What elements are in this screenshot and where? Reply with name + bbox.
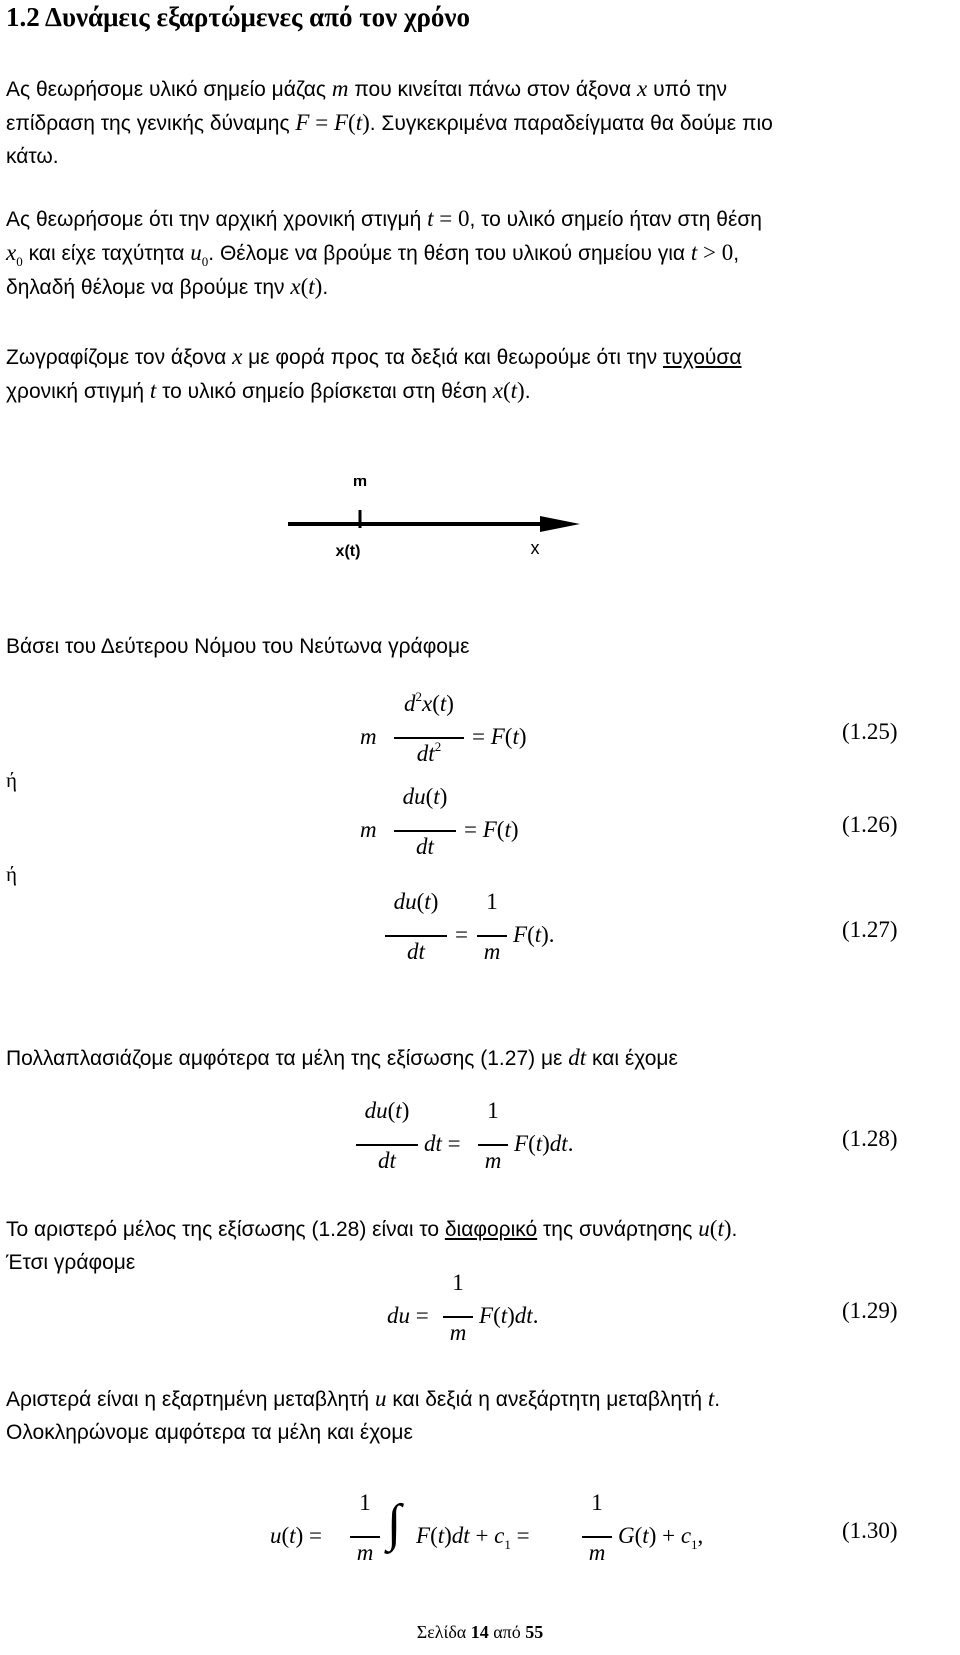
equation-number: (1.26) [842, 812, 898, 837]
paragraph-7-line-2 [6, 1416, 413, 1450]
text: Έτσι γράφομε [6, 1251, 136, 1274]
text: από [493, 1622, 521, 1642]
equation-number: (1.27) [842, 917, 898, 942]
text: και έχομε [592, 1047, 678, 1070]
text: επίδραση της γενικής δύναμης [6, 112, 290, 135]
paragraph-6-line-1: Το αριστερό μέλος της εξίσωσης (1.28) είναι το διαφορικό της συνάρτησης u(t). [6, 1216, 738, 1241]
paragraph-3-line-2: χρονική στιγμή t το υλικό σημείο βρίσκεται στη θέση x(t). [6, 378, 531, 403]
page-footer [0, 1622, 960, 1643]
text: Ζωγραφίζομε τον άξονα [6, 346, 227, 369]
text: , το υλικό σημείο ήταν στη θέση [469, 208, 762, 231]
underlined-term: τυχούσα [663, 346, 742, 369]
paragraph-3-line-1: Ζωγραφίζομε τον άξονα x με φορά προς τα δεξιά και θεωρούμε ότι την τυχούσα [6, 344, 742, 369]
axis-label: x [530, 538, 540, 558]
or-word: ή [6, 768, 17, 792]
axis-arrowhead [540, 516, 580, 532]
text: Βάσει του Δεύτερου Νόμου του Νεύτωνα γράφομε [6, 635, 470, 658]
text: Το αριστερό μέλος της εξίσωσης (1.28) είναι το [6, 1218, 439, 1241]
equation-number: (1.29) [842, 1298, 898, 1323]
equation-number: (1.30) [842, 1518, 898, 1543]
text: χρονική στιγμή [6, 380, 145, 403]
text: Πολλαπλασιάζομε αμφότερα τα μέλη της εξίσωσης (1.27) με [6, 1047, 563, 1070]
paragraph-2-line-3: δηλαδή θέλομε να βρούμε την x(t). [6, 274, 329, 299]
page-number: 14 [470, 1622, 489, 1642]
paragraph-2-line-2: $x_0$ και είχε ταχύτητα $u_0$. Θέλομε να βρούμε τη θέση του υλικού σημείου για t > 0, [6, 240, 740, 269]
paragraph-1-line-1: Ας θεωρήσομε υλικό σημείο μάζας m που κινείται πάνω στον άξονα x υπό την [6, 76, 728, 101]
paragraph-5: Πολλαπλασιάζομε αμφότερα τα μέλη της εξίσωσης (1.27) με dt και έχομε [6, 1045, 678, 1070]
underlined-term: διαφορικό [444, 1218, 538, 1241]
paragraph-7-line-1: Αριστερά είναι η εξαρτημένη μεταβλητή u και δεξιά η ανεξάρτητη μεταβλητή t. [6, 1386, 721, 1411]
paragraph-1-line-2: επίδραση της γενικής δύναμης F = F(t). Συγκεκριμένα παραδείγματα θα δούμε πιο [6, 110, 773, 135]
text: που κινείται πάνω στον άξονα [354, 78, 632, 101]
mass-label: m [352, 478, 368, 490]
text: δηλαδή θέλομε να βρούμε την [6, 276, 285, 299]
equation-number: (1.25) [842, 719, 898, 744]
text: . Θέλομε να βρούμε τη θέση του υλικού σημείου για [208, 242, 686, 265]
page-total: 55 [525, 1622, 544, 1642]
paragraph-1-line-3 [6, 140, 59, 174]
paragraph-6-line-2 [6, 1246, 135, 1280]
text: Ολοκληρώνομε αμφότερα τα μέλη και έχομε [6, 1421, 413, 1444]
paragraph-2-line-1: Ας θεωρήσομε ότι την αρχική χρονική στιγμή t = 0, το υλικό σημείο ήταν στη θέση [6, 206, 762, 231]
text: με φορά προς τα δεξιά και θεωρούμε ότι την [248, 346, 658, 369]
text: Ας θεωρήσομε υλικό σημείο μάζας [6, 78, 327, 101]
position-label: x(t) [335, 543, 361, 560]
text: της συνάρτησης [543, 1218, 693, 1241]
paragraph-4 [6, 630, 469, 664]
section-heading: 1.2 Δυνάμεις εξαρτώμενες από τον χρόνο [6, 2, 470, 32]
text: και δεξιά η ανεξάρτητη μεταβλητή [392, 1388, 703, 1411]
or-word: ή [6, 862, 17, 886]
text: Ας θεωρήσομε ότι την αρχική χρονική στιγμή [6, 208, 422, 231]
text: . Συγκεκριμένα παραδείγματα θα δούμε πιο [369, 112, 773, 135]
text: υπό την [653, 78, 728, 101]
text: Αριστερά είναι η εξαρτημένη μεταβλητή [6, 1388, 370, 1411]
text: και είχε ταχύτητα [28, 242, 185, 265]
axis-figure [280, 478, 600, 560]
text: το υλικό σημείο βρίσκεται στη θέση [162, 380, 487, 403]
equation-number: (1.28) [842, 1126, 898, 1151]
text: Σελίδα [416, 1622, 467, 1642]
text: κάτω. [6, 145, 59, 168]
